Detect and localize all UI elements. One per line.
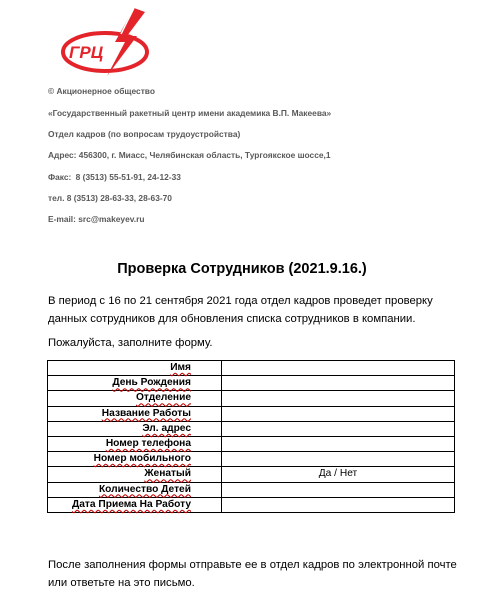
form-field-value[interactable] xyxy=(222,482,455,497)
form-field-value[interactable] xyxy=(222,421,455,436)
form-field-value[interactable] xyxy=(222,452,455,467)
fax-number: 8 (3513) 55-51-91, 24-12-33 xyxy=(75,172,181,182)
form-field-value[interactable] xyxy=(222,436,455,451)
form-field-label-cell xyxy=(48,452,222,467)
form-row xyxy=(48,406,455,421)
form-field-label: День Рождения xyxy=(112,377,191,389)
form-field-value[interactable]: Да / Нет xyxy=(222,467,455,482)
form-field-label-cell xyxy=(48,376,222,391)
form-field-label-cell xyxy=(48,421,222,436)
form-row xyxy=(48,376,455,391)
form-row xyxy=(48,497,455,512)
form-field-label-cell xyxy=(48,406,222,421)
form-field-label: Имя xyxy=(170,362,191,374)
form-field-label-cell xyxy=(48,497,222,512)
org-address: Адрес: 456300, г. Миасс, Челябинская область, Тургоякское шоссе,1 xyxy=(48,150,331,160)
form-field-label-cell xyxy=(48,467,222,482)
org-phone: тел. 8 (3513) 28-63-33, 28-63-70 xyxy=(48,193,172,203)
form-row xyxy=(48,436,455,451)
form-row xyxy=(48,391,455,406)
form-field-value[interactable] xyxy=(222,361,455,376)
form-row xyxy=(48,452,455,467)
form-field-label: Женатый xyxy=(144,468,191,480)
form-field-label: Отделение xyxy=(136,392,191,404)
form-field-label: Номер телефона xyxy=(105,438,191,450)
form-field-value[interactable] xyxy=(222,391,455,406)
form-row xyxy=(48,467,455,482)
org-email[interactable]: E-mail: src@makeyev.ru xyxy=(48,214,145,224)
form-field-label-cell xyxy=(48,391,222,406)
org-name: «Государственный ракетный центр имени академика В.П. Макеева» xyxy=(48,108,332,118)
form-row xyxy=(48,361,455,376)
employee-form-table xyxy=(47,360,455,513)
form-field-label: Название Работы xyxy=(101,407,191,419)
fax-label: Факс: xyxy=(48,172,72,182)
form-field-label-cell xyxy=(48,482,222,497)
form-field-value[interactable] xyxy=(222,376,455,391)
form-field-value[interactable] xyxy=(222,497,455,512)
org-copyright: © Акционерное общество xyxy=(48,86,155,96)
logo-text: ГРЦ xyxy=(69,43,104,62)
org-fax-line xyxy=(48,172,181,182)
please-fill-text: Пожалуйста, заполните форму. xyxy=(48,337,213,349)
page-title: Проверка Сотрудников (2021.9.16.) xyxy=(117,261,367,277)
form-field-label-cell xyxy=(48,361,222,376)
intro-paragraph: В период с 16 по 21 сентября 2021 года отдел кадров проведет проверку данных сотрудников для обновления списка сотрудников в компании. xyxy=(48,295,433,325)
form-field-label: Количество Детей xyxy=(98,483,191,495)
company-logo xyxy=(55,6,175,78)
form-row xyxy=(48,421,455,436)
form-field-label: Эл. адрес xyxy=(142,422,191,434)
form-field-label: Номер мобильного xyxy=(93,453,191,465)
footer-paragraph: После заполнения формы отправьте ее в отдел кадров по электронной почте или ответьте на это письмо. xyxy=(48,559,457,589)
org-department: Отдел кадров (по вопросам трудоустройства) xyxy=(48,129,241,139)
form-field-value[interactable] xyxy=(222,406,455,421)
form-field-label-cell xyxy=(48,436,222,451)
form-field-label: Дата Приема На Работу xyxy=(72,498,191,510)
form-row xyxy=(48,482,455,497)
